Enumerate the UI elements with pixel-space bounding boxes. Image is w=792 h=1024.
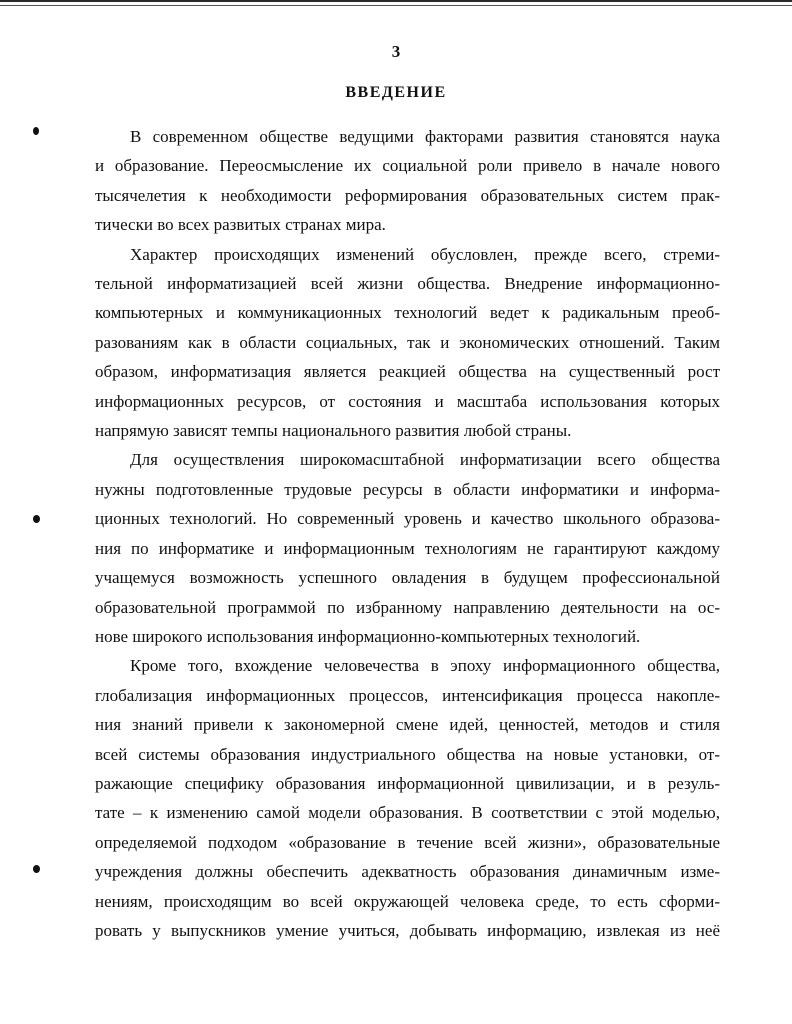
section-heading: ВВЕДЕНИЕ (345, 84, 447, 101)
scan-top-edge (0, 0, 792, 8)
text-line: образовательной программой по избранному направлению деятельности на ос- (95, 597, 720, 617)
text-line: учреждения должны обеспечить адекватность образования динамичным изме- (95, 862, 720, 882)
text-line: тически во всех развитых странах мира. (95, 215, 386, 235)
paragraph-4 (95, 651, 720, 945)
text-line: тельной информатизацией всей жизни общества. Внедрение информационно- (95, 274, 720, 294)
text-line: ционных технологий. Но современный уровень и качество школьного образова- (95, 509, 720, 529)
margin-mark (33, 127, 39, 135)
text-line: глобализация информационных процессов, интенсификация процесса накопле- (95, 685, 720, 705)
text-line: Характер происходящих изменений обусловлен, прежде всего, стреми- (130, 244, 720, 264)
text-line: тате – к изменению самой модели образования. В соответствии с этой моделью, (95, 803, 720, 823)
margin-mark (33, 515, 40, 523)
text-line: Кроме того, вхождение человечества в эпоху информационного общества, (130, 656, 720, 676)
text-line: ровать у выпускников умение учиться, добывать информацию, извлекая из неё (95, 920, 720, 940)
text-line: нове широкого использования информационно-компьютерных технологий. (95, 626, 641, 646)
text-line: нениям, происходящим во всей окружающей человека среде, то есть сформи- (95, 891, 720, 911)
text-line: образом, информатизация является реакцией общества на существенный рост (95, 362, 720, 382)
text-line: ражающие специфику образования информационной цивилизации, и в резуль- (95, 773, 720, 793)
text-line: компьютерных и коммуникационных технологий ведет к радикальным преоб- (95, 303, 720, 323)
page-number: 3 (391, 42, 401, 61)
text-line: Для осуществления широкомасштабной информатизации всего общества (130, 450, 720, 470)
text-line: учащемуся возможность успешного овладения в будущем профессиональной (95, 568, 720, 588)
text-line: нужны подготовленные трудовые ресурсы в области информатики и информа- (95, 479, 720, 499)
text-line: тысячелетия к необходимости реформирования образовательных систем прак- (95, 185, 720, 205)
text-line: ния по информатике и информационным технологиям не гарантируют каждому (95, 538, 720, 558)
text-line: ния знаний привели к закономерной смене идей, ценностей, методов и стиля (95, 715, 720, 735)
text-line: напрямую зависят темпы национального развития любой страны. (95, 421, 572, 441)
text-line: и образование. Переосмысление их социальной роли привело в начале нового (95, 156, 720, 176)
body-text (95, 122, 720, 945)
text-line: информационных ресурсов, от состояния и масштаба использования которых (95, 391, 720, 411)
text-line: В современном обществе ведущими факторами развития становятся наука (130, 127, 720, 146)
margin-mark (33, 865, 40, 873)
text-line: разованиям как в области социальных, так и экономических отношений. Таким (95, 332, 720, 352)
paragraph-3 (95, 445, 720, 651)
text-line: определяемой подходом «образование в течение всей жизни», образовательные (95, 832, 720, 852)
paragraph-1 (95, 122, 720, 240)
text-line: всей системы образования индустриального общества на новые установки, от- (95, 744, 720, 764)
paragraph-2 (95, 240, 720, 446)
